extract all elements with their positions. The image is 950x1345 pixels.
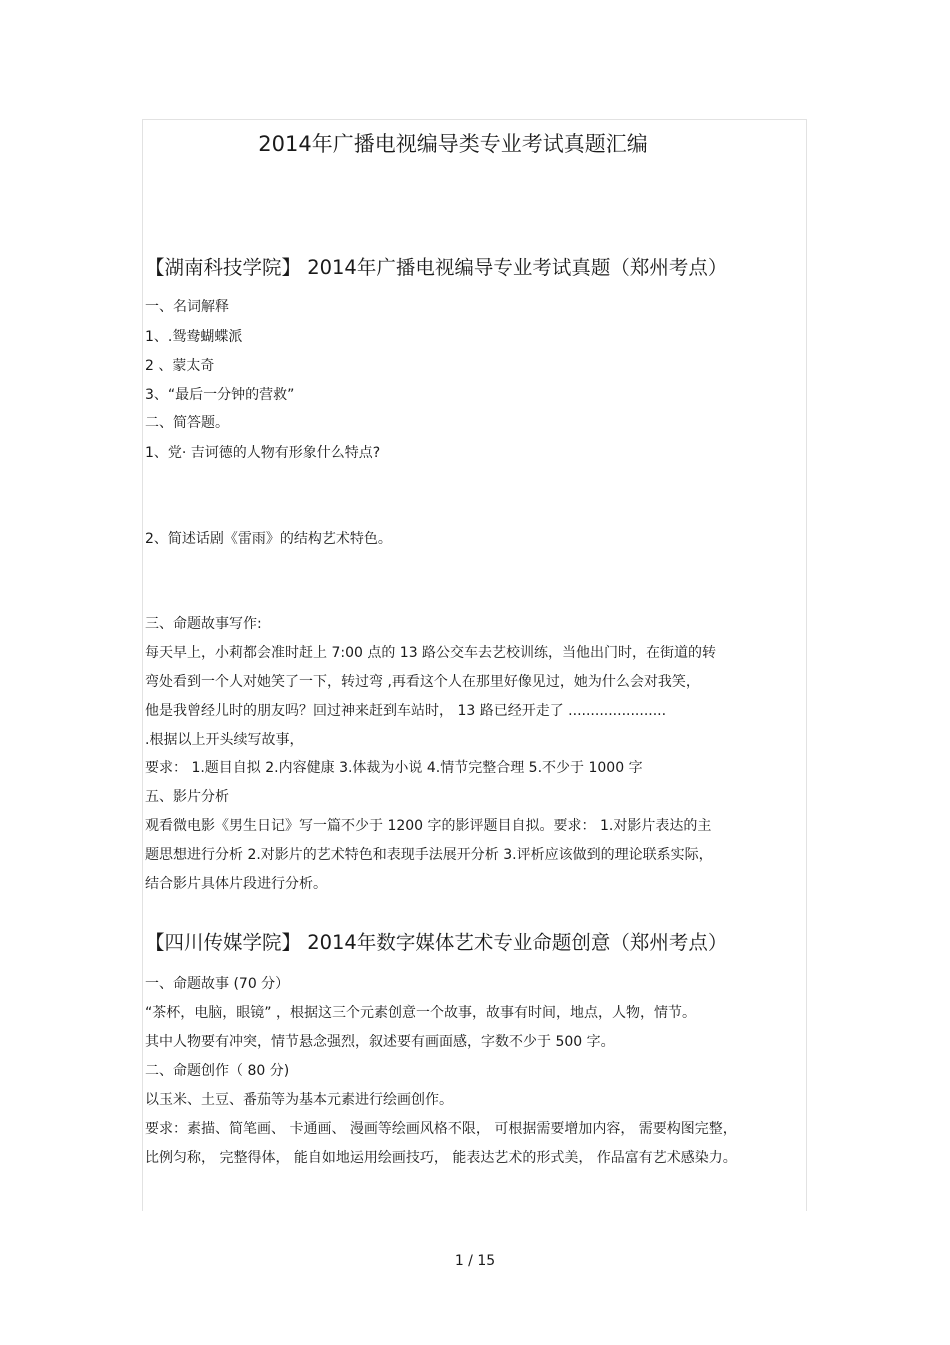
document-title: 2014年广播电视编导类专业考试真题汇编 (258, 132, 648, 156)
section-1-line: 一、名词解释 (145, 299, 229, 315)
section-2-line: 其中人物要有冲突，情节悬念强烈，叙述要有画面感，字数不少于 500 字。 (145, 1034, 615, 1050)
section-2-line: 比例匀称， 完整得体， 能自如地运用绘画技巧， 能表达艺术的形式美， 作品富有艺术感染力。 (145, 1150, 737, 1166)
section-1-line: 1、党· 吉诃德的人物有形象什么特点? (145, 445, 381, 461)
page-frame-left (142, 119, 143, 1211)
section-1-line: 每天早上，小莉都会准时赶上 7:00 点的 13 路公交车去艺校训练，当他出门时，在街道的转 (145, 645, 717, 661)
section-2-line: 一、命题故事 (70 分） (145, 976, 290, 992)
section-1-line: 结合影片具体片段进行分析。 (145, 876, 327, 892)
page-frame-right (806, 119, 807, 1211)
page-frame-top (142, 119, 807, 120)
section-1-line: 五、影片分析 (145, 789, 229, 805)
section-2-line: 以玉米、土豆、番茄等为基本元素进行绘画创作。 (145, 1092, 453, 1108)
section-heading-hunan: 【湖南科技学院】 2014年广播电视编导专业考试真题（郑州考点） (145, 256, 728, 279)
section-1-line: 二、简答题。 (145, 415, 229, 431)
section-1-line: 弯处看到一个人对她笑了一下，转过弯 ,再看这个人在那里好像见过，她为什么会对我笑， (145, 674, 700, 690)
page-number: 1 / 15 (454, 1253, 496, 1269)
section-1-line: 三、命题故事写作: (145, 616, 262, 632)
section-1-line: 2 、蒙太奇 (145, 358, 215, 374)
section-1-line: 题思想进行分析 2.对影片的艺术特色和表现手法展开分析 3.评析应该做到的理论联系实际， (145, 847, 713, 863)
section-1-line: 3、“最后一分钟的营救” (145, 387, 295, 403)
section-2-line: 二、命题创作（ 80 分) (145, 1063, 290, 1079)
section-heading-sichuan: 【四川传媒学院】 2014年数字媒体艺术专业命题创意（郑州考点） (145, 931, 728, 954)
section-1-line: .根据以上开头续写故事， (145, 732, 304, 748)
section-1-line: 要求： 1.题目自拟 2.内容健康 3.体裁为小说 4.情节完整合理 5.不少于 1000 字 (145, 760, 643, 776)
section-1-line: 观看微电影《男生日记》写一篇不少于 1200 字的影评题目自拟。要求： 1.对影片表达的主 (145, 818, 712, 834)
section-1-line: 1、.鸳鸯蝴蝶派 (145, 329, 243, 345)
section-1-line: 2、简述话剧《雷雨》的结构艺术特色。 (145, 531, 392, 547)
section-1-line: 他是我曾经儿时的朋友吗？回过神来赶到车站时， 13 路已经开走了 ...................... (145, 703, 667, 719)
section-2-line: 要求：素描、简笔画、 卡通画、 漫画等绘画风格不限， 可根据需要增加内容， 需要构图完整， (145, 1121, 737, 1137)
section-2-line: “茶杯，电脑，眼镜” ，根据这三个元素创意一个故事，故事有时间，地点，人物，情节。 (145, 1005, 696, 1021)
